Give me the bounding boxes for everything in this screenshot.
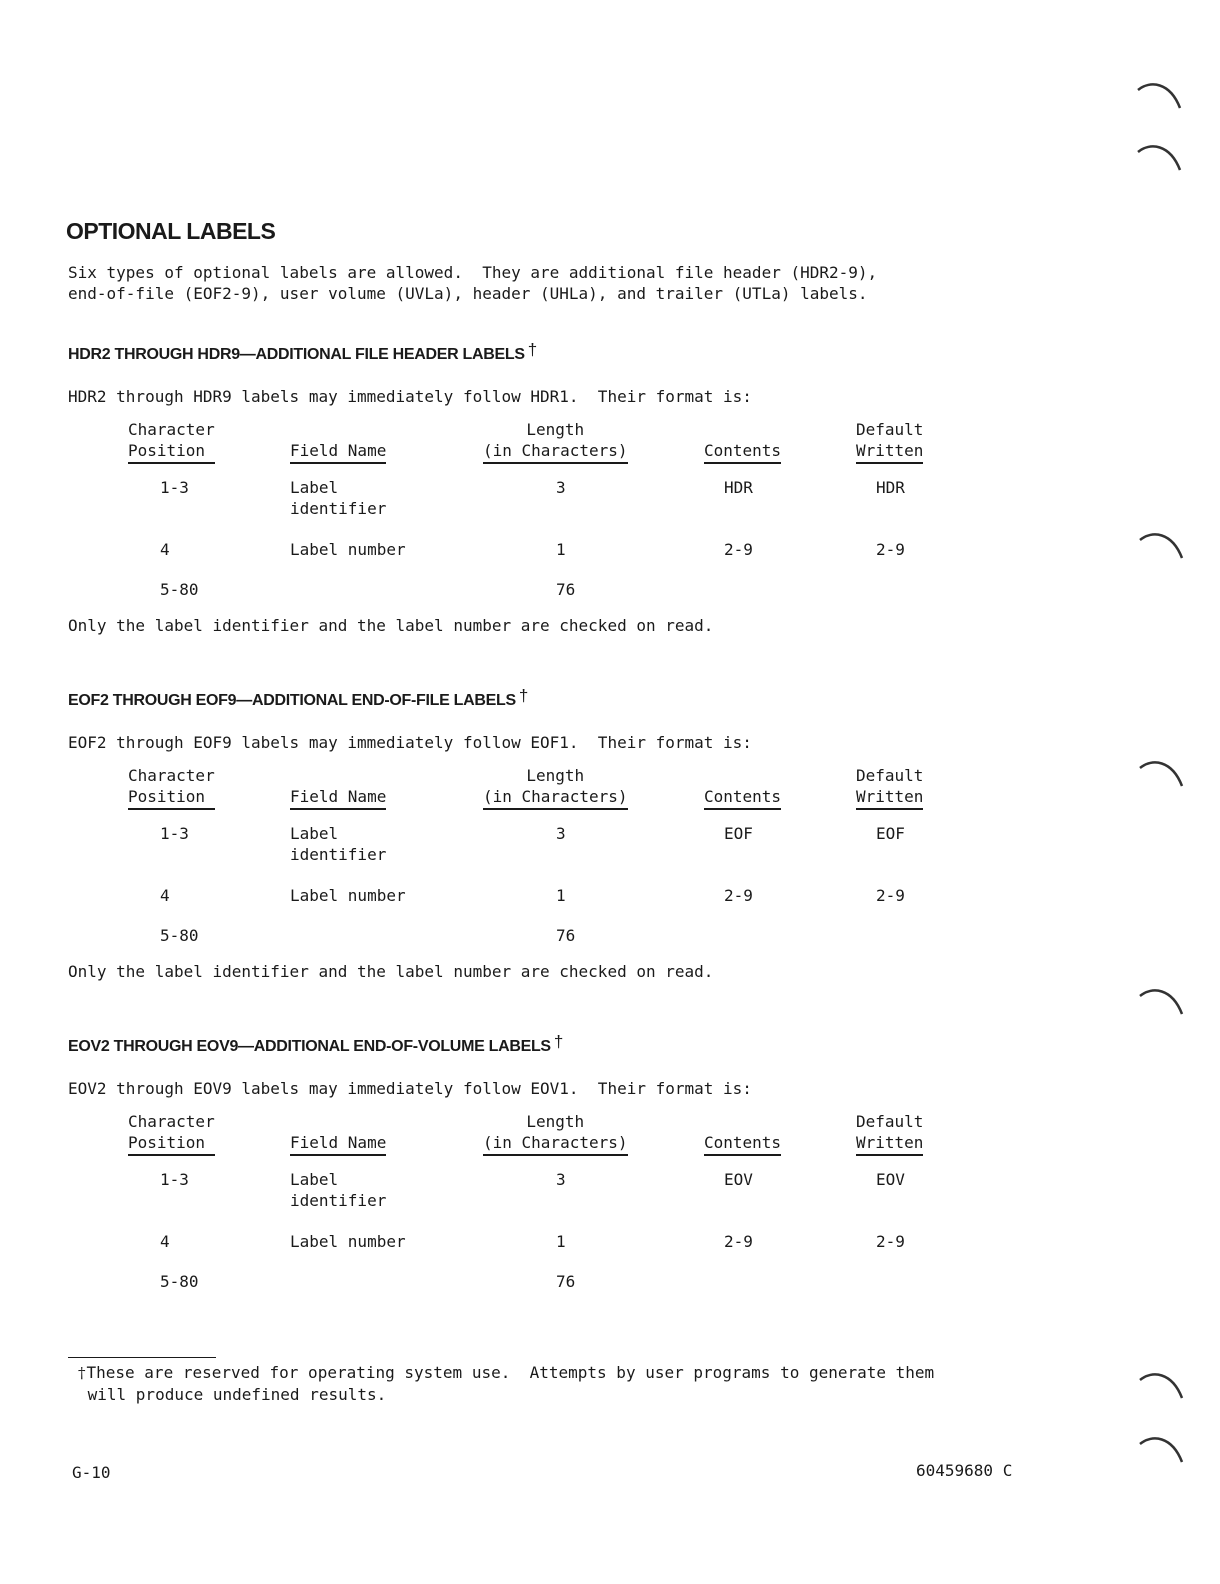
column-header-line: Contents xyxy=(704,440,781,464)
table-cell-pos: 4 xyxy=(160,540,170,559)
column-header-line: Default xyxy=(856,1112,924,1131)
section-heading-text: EOV2 THROUGH EOV9—ADDITIONAL END-OF-VOLUME LABELS xyxy=(68,1038,551,1055)
section-heading-text: HDR2 THROUGH HDR9—ADDITIONAL FILE HEADER LABELS xyxy=(68,346,525,363)
table-cell-field: Label number xyxy=(290,886,406,905)
column-header-line: Written xyxy=(856,440,923,464)
table-cell-contents: 2-9 xyxy=(724,1232,753,1251)
table-cell-length: 3 xyxy=(556,1170,566,1189)
column-header-default xyxy=(856,765,923,810)
binder-hole-mark xyxy=(1138,528,1184,566)
format-table xyxy=(68,765,1068,957)
column-header-line: Character xyxy=(128,766,215,785)
column-header-line: (in Characters) xyxy=(483,786,628,810)
dagger-mark: † xyxy=(518,686,528,705)
section-3 xyxy=(68,1032,1068,1303)
format-table xyxy=(68,419,1068,611)
column-header-char-pos xyxy=(128,765,215,810)
footnote xyxy=(78,1362,934,1405)
column-header-field-name xyxy=(290,1111,386,1156)
table-cell-field: Label number xyxy=(290,1232,406,1251)
table-cell-default: 2-9 xyxy=(876,886,905,905)
section-note: Only the label identifier and the label number are checked on read. xyxy=(68,962,714,981)
table-cell-default: EOF xyxy=(876,824,905,843)
column-header-length xyxy=(483,1111,628,1156)
column-header-field-name xyxy=(290,765,386,810)
intro-paragraph xyxy=(68,262,968,304)
column-header-default xyxy=(856,419,923,464)
section-lead-text: EOV2 through EOV9 labels may immediately follow EOV1. Their format is: xyxy=(68,1079,752,1098)
table-cell-contents: 2-9 xyxy=(724,886,753,905)
table-cell-contents: HDR xyxy=(724,478,753,497)
section-note: Only the label identifier and the label number are checked on read. xyxy=(68,616,714,635)
binder-hole-mark xyxy=(1138,756,1184,794)
section-heading xyxy=(68,686,1068,712)
binder-hole-mark xyxy=(1136,140,1182,178)
table-cell-length: 76 xyxy=(556,926,576,945)
column-header-length xyxy=(483,419,628,464)
page-title: OPTIONAL LABELS xyxy=(66,218,276,244)
column-header-line: Length xyxy=(526,420,585,439)
column-header-line: Character xyxy=(128,420,215,439)
table-cell-length: 1 xyxy=(556,1232,566,1251)
column-header-line: Position xyxy=(128,440,215,464)
column-header-line: Length xyxy=(526,766,585,785)
table-cell-pos: 5-80 xyxy=(160,1272,199,1291)
column-header-line: Position xyxy=(128,1132,215,1156)
footnote-dagger: † xyxy=(78,1364,86,1382)
table-cell-default: EOV xyxy=(876,1170,905,1189)
column-header-line: (in Characters) xyxy=(483,440,628,464)
table-cell-contents: EOV xyxy=(724,1170,753,1189)
section-1 xyxy=(68,340,1068,636)
column-header-char-pos xyxy=(128,419,215,464)
format-table xyxy=(68,1111,1068,1303)
section-lead-text: EOF2 through EOF9 labels may immediately follow EOF1. Their format is: xyxy=(68,733,752,752)
column-header-line: Field Name xyxy=(290,440,386,464)
column-header-contents xyxy=(704,765,781,810)
intro-line-2: end-of-file (EOF2-9), user volume (UVLa), header (UHLa), and trailer (UTLa) labels. xyxy=(68,284,868,303)
column-header-line: Field Name xyxy=(290,1132,386,1156)
table-cell-pos: 1-3 xyxy=(160,478,189,497)
table-cell-pos: 4 xyxy=(160,1232,170,1251)
column-header-char-pos xyxy=(128,1111,215,1156)
dagger-mark: † xyxy=(553,1032,563,1051)
table-cell-default: 2-9 xyxy=(876,540,905,559)
table-cell-default: 2-9 xyxy=(876,1232,905,1251)
table-cell-length: 3 xyxy=(556,824,566,843)
table-cell-field: Label identifier xyxy=(290,824,387,864)
dagger-mark: † xyxy=(527,340,537,359)
column-header-line: Field Name xyxy=(290,786,386,810)
column-header-line: Character xyxy=(128,1112,215,1131)
table-cell-length: 1 xyxy=(556,886,566,905)
document-number: 60459680 C xyxy=(916,1461,1013,1480)
table-cell-length: 3 xyxy=(556,478,566,497)
column-header-default xyxy=(856,1111,923,1156)
column-header-length xyxy=(483,765,628,810)
column-header-contents xyxy=(704,419,781,464)
table-cell-pos: 1-3 xyxy=(160,824,189,843)
section-heading xyxy=(68,1032,1068,1058)
column-header-line: Default xyxy=(856,766,924,785)
table-cell-field: Label number xyxy=(290,540,406,559)
binder-hole-mark xyxy=(1138,984,1184,1022)
table-cell-field: Label identifier xyxy=(290,1170,387,1210)
footnote-rule xyxy=(68,1357,216,1358)
section-heading-text: EOF2 THROUGH EOF9—ADDITIONAL END-OF-FILE LABELS xyxy=(68,692,516,709)
table-cell-field: Label identifier xyxy=(290,478,387,518)
column-header-line: Written xyxy=(856,1132,923,1156)
section-2 xyxy=(68,686,1068,982)
table-cell-contents: EOF xyxy=(724,824,753,843)
table-cell-pos: 5-80 xyxy=(160,580,199,599)
section-lead-text: HDR2 through HDR9 labels may immediately follow HDR1. Their format is: xyxy=(68,387,752,406)
page-number: G-10 xyxy=(72,1463,111,1482)
table-cell-length: 1 xyxy=(556,540,566,559)
column-header-line: Position xyxy=(128,786,215,810)
binder-hole-mark xyxy=(1138,1368,1184,1406)
column-header-contents xyxy=(704,1111,781,1156)
table-cell-default: HDR xyxy=(876,478,905,497)
binder-hole-mark xyxy=(1138,1432,1184,1470)
column-header-line: Default xyxy=(856,420,924,439)
table-cell-contents: 2-9 xyxy=(724,540,753,559)
binder-hole-mark xyxy=(1136,78,1182,116)
intro-line-1: Six types of optional labels are allowed. They are additional file header (HDR2-9), xyxy=(68,263,878,282)
footnote-line-1: These are reserved for operating system use. Attempts by user programs to generate them xyxy=(86,1363,935,1382)
column-header-line: Contents xyxy=(704,1132,781,1156)
column-header-field-name xyxy=(290,419,386,464)
table-cell-pos: 1-3 xyxy=(160,1170,189,1189)
table-cell-pos: 5-80 xyxy=(160,926,199,945)
column-header-line: Length xyxy=(526,1112,585,1131)
column-header-line: Contents xyxy=(704,786,781,810)
table-cell-length: 76 xyxy=(556,1272,576,1291)
column-header-line: Written xyxy=(856,786,923,810)
footnote-line-2: will produce undefined results. xyxy=(78,1385,387,1404)
section-heading xyxy=(68,340,1068,366)
table-cell-length: 76 xyxy=(556,580,576,599)
column-header-line: (in Characters) xyxy=(483,1132,628,1156)
table-cell-pos: 4 xyxy=(160,886,170,905)
